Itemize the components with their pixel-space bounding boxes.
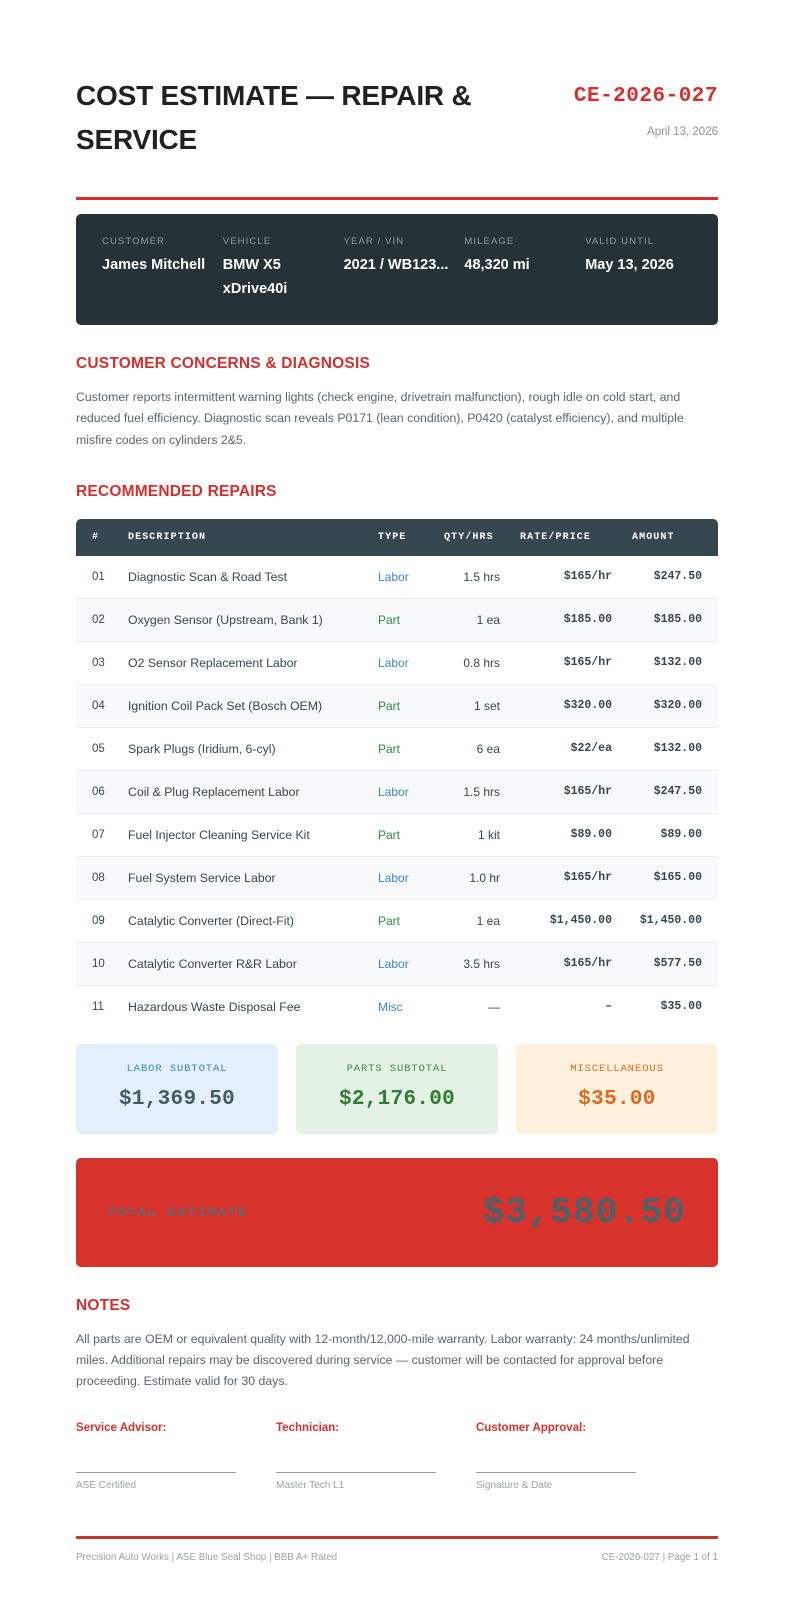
cell-amount: $247.50: [622, 770, 718, 813]
type-badge: Misc: [378, 999, 403, 1014]
table-row: [76, 856, 718, 899]
cell-num: 11: [92, 1000, 104, 1013]
estimate-number: CE-2026-027: [573, 85, 718, 108]
signature-block: [476, 1422, 636, 1491]
cell-amount: $1,450.00: [622, 899, 718, 942]
info-value: May 13, 2026: [585, 257, 674, 274]
signature-block: [76, 1422, 236, 1491]
total-estimate-banner: [76, 1158, 718, 1267]
notes-text: All parts are OEM or equivalent quality with 12-month/12,000-mile warranty. Labor warranty: 24 months/unlimited miles. Additional repairs may be discovered during service — customer will be contacted for approval before proceeding. Estimate valid for 30 days.: [76, 1331, 690, 1389]
table-row: [76, 770, 718, 813]
estimate-date: April 13, 2026: [647, 125, 718, 138]
info-label: VEHICLE: [222, 236, 272, 248]
cell-amount: $35.00: [660, 1000, 702, 1014]
signature-block: [276, 1422, 436, 1491]
signature-line[interactable]: [476, 1472, 636, 1473]
concerns-text: Customer reports intermittent warning lights (check engine, drivetrain malfunction), rough idle on cold start, and reduced fuel efficiency. Diagnostic scan reveals P0171 (lean condition), P0420 (catalyst efficiency), and multiple misfire codes on cylinders 2&5.: [76, 390, 684, 447]
signature-line[interactable]: [76, 1472, 236, 1473]
cell-amount: $247.50: [622, 556, 718, 599]
cell-amount: $165.00: [622, 856, 718, 899]
cell-num: 03: [76, 641, 118, 684]
cell-desc: Ignition Coil Pack Set (Bosch OEM): [118, 684, 368, 727]
cell-qty: 1 ea: [434, 598, 510, 641]
cell-amount: $320.00: [622, 684, 718, 727]
notes-heading: NOTES: [76, 1296, 131, 1314]
cell-rate: $89.00: [510, 813, 622, 856]
table-row: [76, 727, 718, 770]
column-header-rate: RATE/PRICE: [510, 519, 622, 556]
cell-qty: 1 ea: [434, 899, 510, 942]
cell-desc: Fuel Injector Cleaning Service Kit: [118, 813, 368, 856]
info-value: 2021 / WB123...: [343, 257, 449, 274]
cell-type: [368, 598, 434, 641]
cell-desc: Diagnostic Scan & Road Test: [118, 556, 368, 599]
table-row: [76, 942, 718, 985]
type-badge: Labor: [378, 870, 409, 885]
cell-qty: 1 set: [434, 684, 510, 727]
type-badge: Labor: [378, 784, 409, 799]
info-label: MILEAGE: [464, 236, 515, 248]
cell-amount: $132.00: [622, 641, 718, 684]
table-row: [76, 813, 718, 856]
cell-desc: Catalytic Converter (Direct-Fit): [118, 899, 368, 942]
cell-rate: $165/hr: [510, 942, 622, 985]
repairs-table: [76, 519, 718, 1028]
table-row: [76, 899, 718, 942]
cell-type: [368, 770, 434, 813]
cell-qty: 1 kit: [434, 813, 510, 856]
subtotal-card-misc: [516, 1044, 718, 1134]
cell-desc: Hazardous Waste Disposal Fee: [128, 999, 301, 1014]
type-badge: Part: [378, 698, 401, 713]
info-value: 48,320 mi: [464, 257, 530, 274]
document-footer: [76, 1552, 718, 1563]
type-badge: Labor: [378, 956, 409, 971]
cell-desc: Coil & Plug Replacement Labor: [118, 770, 368, 813]
table-row: [76, 641, 718, 684]
cell-type: [368, 813, 434, 856]
type-badge: Labor: [378, 655, 409, 670]
cell-type: [368, 727, 434, 770]
info-label: VALID UNTIL: [585, 236, 655, 248]
header-meta: [574, 74, 718, 138]
type-badge: Labor: [378, 569, 409, 584]
cell-rate: $165/hr: [510, 641, 622, 684]
cell-type: [368, 556, 434, 599]
cell-num: 02: [76, 598, 118, 641]
signature-caption: ASE Certified: [76, 1480, 137, 1492]
type-badge: Part: [378, 741, 401, 756]
info-cell: [585, 236, 692, 301]
total-label: TOTAL ESTIMATE: [108, 1204, 249, 1220]
cell-qty: —: [488, 999, 500, 1014]
signature-caption: Master Tech L1: [276, 1480, 345, 1492]
subtotal-value: $2,176.00: [338, 1087, 456, 1111]
column-header-amount: AMOUNT: [622, 519, 718, 556]
document-header: [76, 62, 718, 161]
cell-num: 06: [76, 770, 118, 813]
cell-num: 01: [76, 556, 118, 599]
cell-desc: Spark Plugs (Iridium, 6-cyl): [118, 727, 368, 770]
cell-rate: $165/hr: [510, 556, 622, 599]
cell-desc: Fuel System Service Labor: [118, 856, 368, 899]
cell-type: [368, 942, 434, 985]
type-badge: Part: [378, 913, 401, 928]
signature-caption: Signature & Date: [476, 1480, 553, 1492]
cell-type: [368, 985, 434, 1028]
subtotal-cards: [76, 1044, 718, 1134]
cell-qty: 0.8 hrs: [434, 641, 510, 684]
cell-type: [368, 641, 434, 684]
footer-divider: [76, 1536, 718, 1539]
cell-qty: 1.5 hrs: [434, 556, 510, 599]
cell-qty: 3.5 hrs: [434, 942, 510, 985]
table-row: [76, 556, 718, 599]
column-header-type: TYPE: [368, 519, 434, 556]
table-row: [76, 684, 718, 727]
info-cell: [223, 236, 330, 301]
cell-qty: 1.0 hr: [434, 856, 510, 899]
subtotal-label: MISCELLANEOUS: [570, 1062, 664, 1075]
column-header-desc: DESCRIPTION: [118, 519, 368, 556]
cell-num: 08: [76, 856, 118, 899]
cell-desc: Catalytic Converter R&R Labor: [118, 942, 368, 985]
cell-rate: $185.00: [510, 598, 622, 641]
cell-amount: $132.00: [622, 727, 718, 770]
cell-amount: $185.00: [622, 598, 718, 641]
total-value: $3,580.50: [482, 1191, 686, 1233]
info-cell: [344, 236, 451, 301]
signature-title: Customer Approval:: [476, 1422, 587, 1435]
cell-num: 05: [76, 727, 118, 770]
cell-num: 07: [76, 813, 118, 856]
footer-left-text: Precision Auto Works | ASE Blue Seal Shop | BBB A+ Rated: [76, 1551, 338, 1563]
column-header-qty: QTY/HRS: [434, 519, 510, 556]
cell-rate: $22/ea: [510, 727, 622, 770]
cell-rate: $165/hr: [510, 856, 622, 899]
header-divider: [76, 197, 718, 200]
cell-type: [368, 856, 434, 899]
cell-desc: O2 Sensor Replacement Labor: [118, 641, 368, 684]
cell-desc: Oxygen Sensor (Upstream, Bank 1): [118, 598, 368, 641]
cell-num: 09: [76, 899, 118, 942]
table-row: [76, 598, 718, 641]
cell-qty: 1.5 hrs: [434, 770, 510, 813]
customer-vehicle-info-bar: [76, 214, 718, 325]
cell-amount: $89.00: [622, 813, 718, 856]
subtotal-label: LABOR SUBTOTAL: [126, 1062, 228, 1075]
signature-section: [76, 1422, 718, 1491]
cell-rate: –: [605, 1000, 612, 1014]
info-label: YEAR / VIN: [343, 236, 405, 248]
footer-right-text: CE-2026-027 | Page 1 of 1: [601, 1551, 718, 1563]
signature-title: Technician:: [276, 1422, 340, 1435]
cell-rate: $1,450.00: [510, 899, 622, 942]
type-badge: Part: [378, 612, 401, 627]
subtotal-value: $1,369.50: [118, 1087, 236, 1111]
column-header-num: #: [76, 519, 118, 556]
cell-qty: 6 ea: [434, 727, 510, 770]
info-value: BMW X5 xDrive40i: [222, 257, 288, 297]
table-header-row: [76, 519, 718, 556]
table-row: [76, 985, 718, 1028]
info-value: James Mitchell: [102, 257, 206, 274]
cell-rate: $165/hr: [510, 770, 622, 813]
info-cell: [464, 236, 571, 301]
subtotal-label: PARTS SUBTOTAL: [346, 1062, 448, 1075]
info-label: CUSTOMER: [102, 236, 165, 248]
info-cell: [102, 236, 209, 301]
cell-num: 10: [76, 942, 118, 985]
cell-rate: $320.00: [510, 684, 622, 727]
subtotal-card-labor: [76, 1044, 278, 1134]
signature-line[interactable]: [276, 1472, 436, 1473]
subtotal-card-parts: [296, 1044, 498, 1134]
cell-type: [368, 684, 434, 727]
cell-type: [368, 899, 434, 942]
subtotal-value: $35.00: [578, 1087, 656, 1111]
concerns-heading: CUSTOMER CONCERNS & DIAGNOSIS: [76, 355, 371, 373]
repairs-heading: RECOMMENDED REPAIRS: [76, 482, 277, 500]
signature-title: Service Advisor:: [76, 1422, 167, 1435]
cell-num: 04: [76, 684, 118, 727]
cell-amount: $577.50: [622, 942, 718, 985]
page-title: COST ESTIMATE — REPAIR & SERVICE: [76, 80, 472, 155]
type-badge: Part: [378, 827, 401, 842]
